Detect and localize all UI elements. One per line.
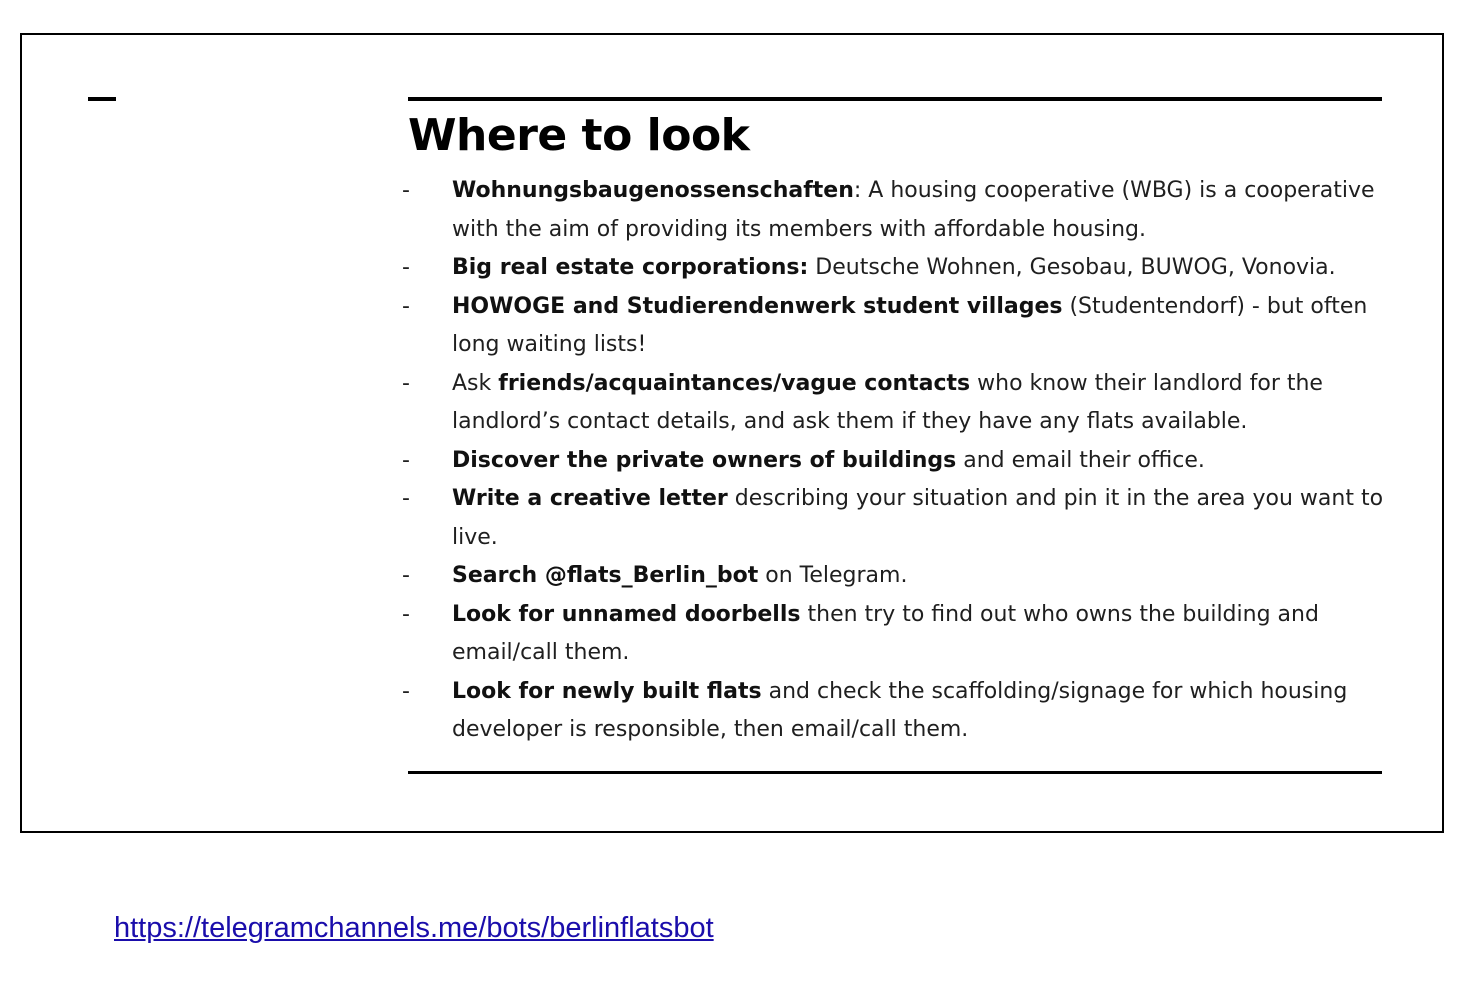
slide-title: Where to look xyxy=(408,110,750,161)
item-bold-text: Discover the private owners of buildings xyxy=(452,447,957,473)
item-text: : A housing cooperative (WBG) is a cooperative with the aim of providing its members with affordable housing. xyxy=(452,178,1375,242)
list-item xyxy=(402,365,1387,442)
telegram-bot-link[interactable]: https://telegramchannels.me/bots/berlinflatsbot xyxy=(114,912,714,944)
item-bold-text: Search @flats_Berlin_bot xyxy=(452,563,759,588)
bullet-dash: - xyxy=(402,601,410,627)
item-text: who know their landlord for the landlord’s contact details, and ask them if they have any flats available. xyxy=(452,370,1323,434)
bullet-dash: - xyxy=(402,486,410,511)
top-rule xyxy=(408,97,1382,101)
list-item xyxy=(402,480,1387,557)
item-text: Deutsche Wohnen, Gesobau, BUWOG, Vonovia. xyxy=(808,255,1336,280)
bullet-dash: - xyxy=(402,563,410,588)
decorative-dash xyxy=(88,97,116,101)
list-item xyxy=(402,442,1387,481)
item-bold-text: Write a creative letter xyxy=(452,486,728,511)
item-prefix-text: Ask xyxy=(452,370,499,396)
item-bold-text: Look for unnamed doorbells xyxy=(452,601,801,627)
item-text: and check the scaffolding/signage for which housing developer is responsible, then email/call them. xyxy=(452,678,1348,742)
bullet-dash: - xyxy=(402,255,410,280)
item-bold-text: HOWOGE and Studierendenwerk student villages xyxy=(452,293,1063,319)
item-text: describing your situation and pin it in the area you want to live. xyxy=(452,486,1384,550)
slide-screenshot xyxy=(20,33,1444,833)
bottom-rule xyxy=(408,771,1382,774)
item-bold-text: Big real estate corporations: xyxy=(452,255,809,280)
bullet-dash: - xyxy=(402,678,410,704)
item-text: (Studentendorf) - but often long waiting lists! xyxy=(452,293,1368,357)
list-item xyxy=(402,249,1387,288)
item-text: on Telegram. xyxy=(758,563,908,588)
item-bold-text: friends/acquaintances/vague contacts xyxy=(498,370,971,396)
bullet-dash: - xyxy=(402,447,410,473)
list-item xyxy=(402,596,1387,673)
item-text: then try to find out who owns the building and email/call them. xyxy=(452,601,1319,665)
list-item xyxy=(402,673,1387,750)
list-item xyxy=(402,172,1387,249)
bullet-list xyxy=(402,172,1387,769)
item-text: and email their office. xyxy=(956,447,1205,473)
bullet-dash: - xyxy=(402,178,410,203)
bullet-dash: - xyxy=(402,293,410,319)
list-item xyxy=(402,557,1387,596)
item-bold-text: Look for newly built flats xyxy=(452,678,762,704)
list-item xyxy=(402,288,1387,365)
bullet-dash: - xyxy=(402,370,410,396)
item-bold-text: Wohnungsbaugenossenschaften xyxy=(452,178,854,203)
